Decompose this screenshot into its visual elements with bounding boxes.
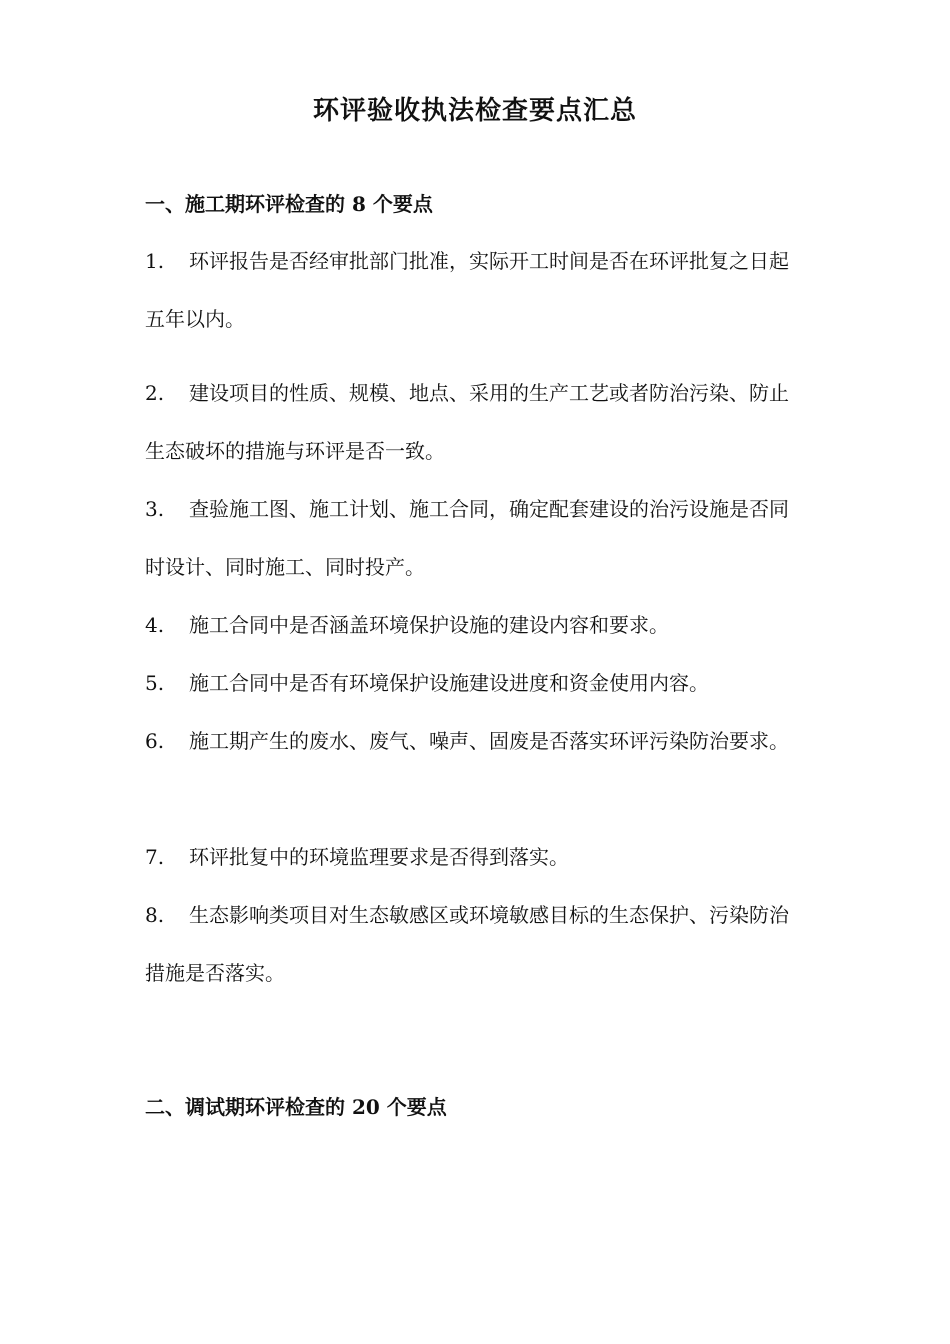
item-number: 1.: [145, 249, 165, 273]
list-item: [145, 364, 805, 480]
list-item: [145, 712, 805, 770]
list-item: [145, 886, 805, 1002]
item-text: 施工合同中是否有环境保护设施建设进度和资金使用内容。: [189, 671, 709, 695]
item-number: 8.: [145, 903, 165, 927]
list-item: [145, 654, 805, 712]
list-item: [145, 480, 805, 596]
list-item: [145, 232, 805, 348]
item-number: 2.: [145, 381, 165, 405]
item-text: 环评批复中的环境监理要求是否得到落实。: [189, 845, 569, 869]
item-number: 5.: [145, 671, 165, 695]
list-item: [145, 828, 805, 886]
item-text: 建设项目的性质、规模、地点、采用的生产工艺或者防治污染、防止生态破坏的措施与环评是否一致。: [145, 381, 789, 463]
item-text: 施工期产生的废水、废气、噪声、固废是否落实环评污染防治要求。: [189, 729, 789, 753]
item-text: 查验施工图、施工计划、施工合同，确定配套建设的治污设施是否同时设计、同时施工、同时投产。: [145, 497, 789, 579]
item-number: 4.: [145, 613, 165, 637]
item-number: 3.: [145, 497, 165, 521]
item-number: 7.: [145, 845, 165, 869]
item-text: 生态影响类项目对生态敏感区或环境敏感目标的生态保护、污染防治措施是否落实。: [145, 903, 789, 985]
document-title: 环评验收执法检查要点汇总: [312, 96, 637, 126]
section-heading-commissioning: 二、调试期环评检查的 20 个要点: [145, 1095, 447, 1119]
section-heading-construction: 一、施工期环评检查的 8 个要点: [145, 192, 433, 216]
list-item: [145, 596, 805, 654]
item-text: 施工合同中是否涵盖环境保护设施的建设内容和要求。: [189, 613, 669, 637]
item-text: 环评报告是否经审批部门批准，实际开工时间是否在环评批复之日起五年以内。: [145, 249, 789, 331]
item-number: 6.: [145, 729, 165, 753]
